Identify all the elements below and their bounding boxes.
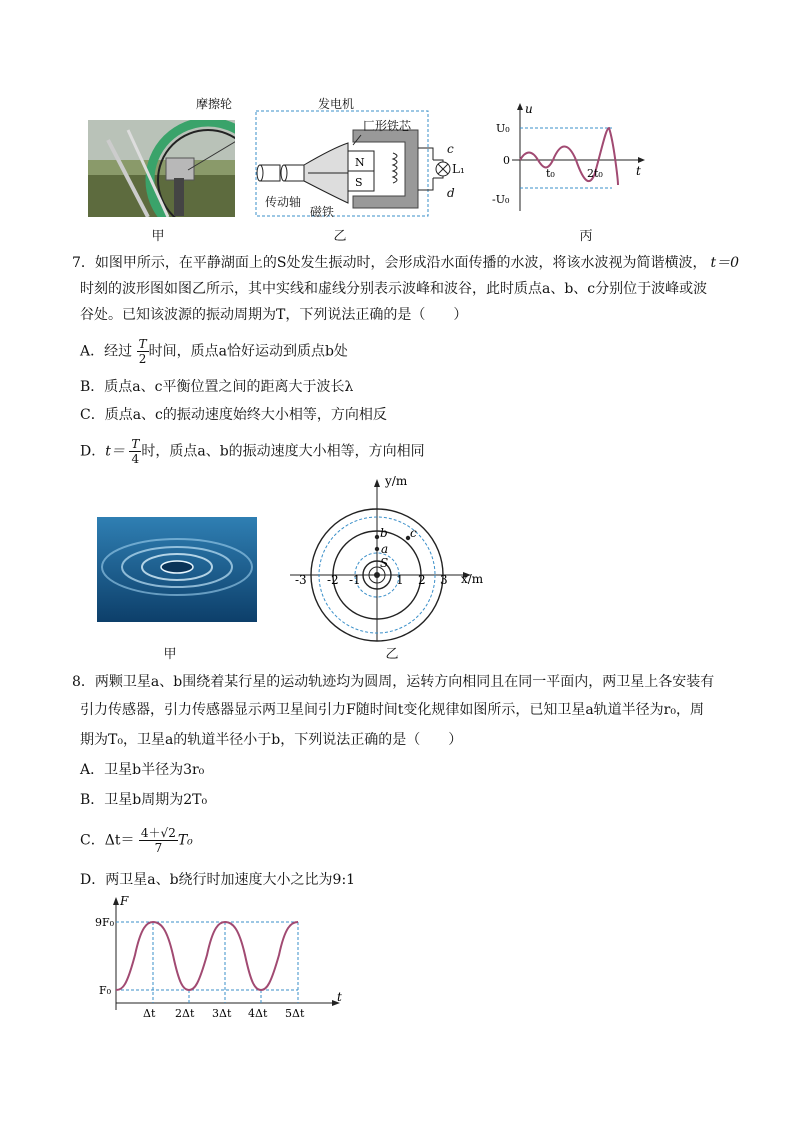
q7-photo-caption: 甲 [163,647,177,662]
q7-option-d-t: t＝ [105,443,125,460]
q8-option-c-num: 4＋√2 [140,826,176,840]
bike-wheel-photo [88,120,235,217]
q8-option-c-tail: T₀ [177,832,193,849]
q8-option-c-prefix: C． [80,832,105,849]
q8-option-a[interactable]: A．卫星b半径为3r₀ [80,762,205,778]
q7-stem-line1 [72,249,739,277]
t-axis-label: t [636,164,641,178]
x-tick-3: 3Δt [212,1007,232,1020]
q7-stem-text2-tail: a、b、c分别位于波峰或波 [542,281,708,297]
point-b-label: b [380,526,388,540]
q7-option-d-fraction [129,437,141,466]
tick-pos-1: 1 [396,573,404,587]
shaft-label: 传动轴 [265,195,302,209]
q7-option-d[interactable] [80,437,425,466]
neg-u0-label: -U₀ [492,193,510,206]
terminal-d: d [447,186,455,200]
q7-option-d-prefix: D． [80,443,106,460]
terminal-c: c [447,142,454,156]
q7-option-d-num: T [131,437,140,451]
voltage-time-graph [490,103,650,215]
x-axis-label: x/m [461,572,484,586]
photo-caption-jia: 甲 [151,229,165,244]
q8-option-b[interactable]: B．卫星b周期为2T₀ [80,792,208,808]
q7-stem-line3: 谷处。已知该波源的振动周期为T，下列说法正确的是（ ） [80,307,468,323]
t-axis-label-q8: t [337,990,342,1004]
q7-t0: t＝0 [710,255,740,271]
pole-s: S [355,176,363,189]
u-axis-label: u [525,103,533,116]
source-s-label: S [380,556,389,570]
q8-option-c-fraction [139,826,178,855]
tick-neg-2: -2 [327,573,339,587]
magnet-label: 磁铁 [310,205,335,219]
q7-option-a-fraction [137,337,149,366]
q8-stem-line3: 期为T₀，卫星a的轨道半径小于b，下列说法正确的是（ ） [80,732,463,748]
q7-diagram-caption: 乙 [385,647,399,662]
q8-option-c[interactable] [80,826,193,855]
tick-neg-3: -3 [295,573,307,587]
core-label: 匚形铁芯 [363,119,412,133]
zero-label: 0 [503,154,510,167]
two-t0-label: 2t₀ [587,167,603,180]
x-tick-4: 4Δt [248,1007,268,1020]
q7-stem-line2 [80,275,707,303]
friction-wheel-label: 摩擦轮 [196,97,233,111]
tick-pos-2: 2 [418,573,426,587]
x-tick-5: 5Δt [285,1007,305,1020]
point-a-label: a [381,542,389,556]
q8-stem-line2: 引力传感器，引力传感器显示两卫星间引力F随时间t变化规律如图所示，已知卫星a轨道半径为r₀，周 [80,702,704,718]
max-force-label: 9F₀ [95,916,115,929]
q7-stem-text1: 7．如图甲所示，在平静湖面上的S处发生振动时，会形成沿水面传播的水波，将该水波视为简谐横波， [72,255,707,271]
lamp-label: L₁ [452,162,465,176]
q8-option-c-den: 7 [154,841,163,855]
x-tick-2: 2Δt [175,1007,195,1020]
q7-option-c[interactable]: C．质点a、c的振动速度始终大小相等，方向相反 [80,407,387,423]
diagram-caption-yi: 乙 [333,229,347,244]
q8-stem-line1: 8．两颗卫星a、b围绕着某行星的运动轨迹均为圆周，运转方向相同且在同一平面内，两卫星上各安装有 [72,674,715,690]
q7-option-a-den: 2 [138,352,147,366]
water-ripple-photo [97,517,257,622]
generator-label: 发电机 [318,97,355,111]
graph-caption-bing: 丙 [579,229,593,244]
tick-pos-3: 3 [440,573,448,587]
force-time-graph [95,895,350,1020]
q7-option-b[interactable]: B．质点a、c平衡位置之间的距离大于波长λ [80,379,354,395]
q7-option-a-tail: 时间，质点a恰好运动到质点b处 [148,343,348,360]
f-axis-label: F [120,895,129,908]
u0-label: U₀ [496,122,510,135]
q7-stem-text2: 时刻的波形图如图乙所示，其中实线和虚线分别表示波峰和波谷，此时质点 [80,281,542,297]
q8-option-c-dt: Δt＝ [104,832,135,849]
x-tick-1: Δt [143,1007,156,1020]
tick-neg-1: -1 [349,573,361,587]
q7-option-a[interactable] [80,337,348,366]
min-force-label: F₀ [99,984,112,997]
q7-option-d-den: 4 [131,452,140,466]
t0-label: t₀ [546,167,555,180]
q8-option-d[interactable]: D．两卫星a、b绕行时加速度大小之比为9:1 [80,872,356,888]
pole-n: N [355,156,365,169]
point-c-label: c [410,526,417,540]
q7-option-a-num: T [138,337,147,351]
q7-option-d-tail: 时，质点a、b的振动速度大小相等，方向相同 [141,443,425,460]
y-axis-label: y/m [385,475,408,488]
q7-option-a-prefix: A．经过 [80,343,133,360]
wave-diagram [285,475,495,645]
